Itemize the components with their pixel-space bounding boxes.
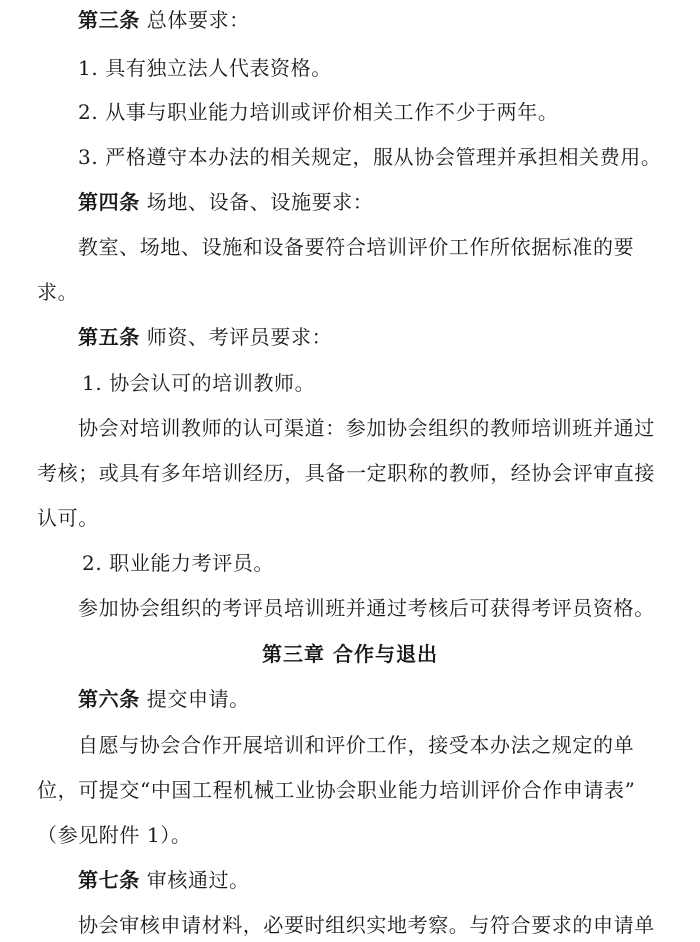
article6-paragraph-line-2: 位，可提交“中国工程机械工业协会职业能力培训评价合作申请表” xyxy=(37,778,636,802)
article5-heading xyxy=(0,323,700,351)
article3-item-2: 2. 从事与职业能力培训或评价相关工作不少于两年。 xyxy=(78,100,559,124)
article5-paragraph1-line-1: 协会对培训教师的认可渠道：参加协会组织的教师培训班并通过 xyxy=(78,416,655,440)
article4-paragraph-line-2: 求。 xyxy=(37,280,79,304)
article4-text: 场地、设备、设施要求： xyxy=(139,190,374,214)
article4-paragraph-line-1: 教室、场地、设施和设备要符合培训评价工作所依据标准的要 xyxy=(78,235,635,259)
article3-heading xyxy=(0,6,700,34)
article6-text: 提交申请。 xyxy=(139,687,250,711)
article5-text: 师资、考评员要求： xyxy=(139,325,333,349)
article7-text: 审核通过。 xyxy=(139,868,250,892)
article3-item-3: 3. 严格遵守本办法的相关规定，服从协会管理并承担相关费用。 xyxy=(78,145,662,169)
article7-heading xyxy=(0,866,700,894)
article6-paragraph-line-3: （参见附件 1）。 xyxy=(37,823,192,847)
article3-item-1: 1. 具有独立法人代表资格。 xyxy=(78,56,332,80)
article7-paragraph-line-1: 协会审核申请材料，必要时组织实地考察。与符合要求的申请单 xyxy=(78,913,655,937)
article3-text: 总体要求： xyxy=(139,8,250,32)
article5-paragraph2-line-1: 参加协会组织的考评员培训班并通过考核后可获得考评员资格。 xyxy=(78,596,655,620)
article5-label: 第五条 xyxy=(78,325,140,349)
chapter3-title: 第三章 合作与退出 xyxy=(262,642,438,666)
article6-paragraph-line-1: 自愿与协会合作开展培训和评价工作，接受本办法之规定的单 xyxy=(78,733,635,757)
article7-label: 第七条 xyxy=(78,868,140,892)
article6-heading xyxy=(0,685,700,713)
article3-label: 第三条 xyxy=(78,8,140,32)
article5-paragraph1-line-3: 认可。 xyxy=(37,506,99,530)
article6-label: 第六条 xyxy=(78,687,140,711)
article4-label: 第四条 xyxy=(78,190,140,214)
article5-item-1: 1. 协会认可的培训教师。 xyxy=(82,371,316,395)
article4-heading xyxy=(0,188,700,216)
article5-paragraph1-line-2: 考核；或具有多年培训经历，具备一定职称的教师，经协会评审直接 xyxy=(37,461,655,485)
article5-item-2: 2. 职业能力考评员。 xyxy=(82,551,275,575)
